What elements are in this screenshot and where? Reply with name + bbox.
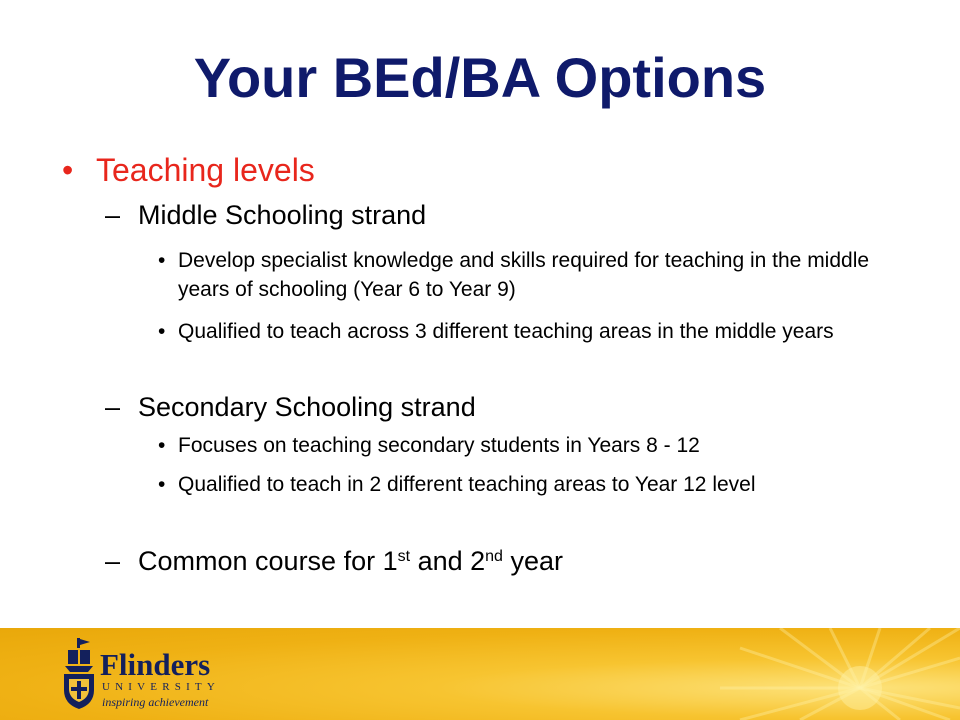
dash-icon: – bbox=[105, 200, 121, 230]
strand-label bbox=[138, 544, 563, 578]
logo-tagline: inspiring achievement bbox=[102, 695, 209, 709]
strand-label: Secondary Schooling strand bbox=[138, 392, 476, 422]
slide-title: Your BEd/BA Options bbox=[193, 46, 767, 109]
list-item-text: Qualified to teach in 2 different teaching areas to Year 12 level bbox=[178, 473, 756, 496]
footer-band bbox=[0, 628, 960, 720]
list-item-text: Focuses on teaching secondary students in Years 8 - 12 bbox=[178, 434, 700, 457]
label-part: Common course for 1 bbox=[138, 546, 398, 576]
flinders-logo[interactable] bbox=[60, 636, 230, 716]
bullet-icon: • bbox=[62, 152, 74, 188]
university-crest-icon bbox=[60, 636, 98, 710]
bullet-icon: • bbox=[158, 434, 166, 457]
label-part: and 2 bbox=[410, 546, 486, 576]
bullet-icon: • bbox=[158, 249, 166, 272]
bullet-icon: • bbox=[158, 320, 166, 343]
superscript-st: st bbox=[397, 548, 411, 565]
logo-name: Flinders bbox=[100, 647, 211, 682]
dash-icon: – bbox=[105, 392, 121, 422]
logo-university: UNIVERSITY bbox=[102, 681, 220, 693]
list-item-text: Qualified to teach across 3 different teaching areas in the middle years bbox=[178, 320, 834, 343]
list-item-text: Develop specialist knowledge and skills required for teaching in the middle years of schooling (Year 6 to Year 9) bbox=[178, 249, 870, 301]
strand-label: Middle Schooling strand bbox=[138, 200, 427, 230]
heading-text: Teaching levels bbox=[96, 152, 315, 188]
superscript-nd: nd bbox=[485, 548, 503, 565]
label-part: year bbox=[502, 546, 563, 576]
dash-icon: – bbox=[105, 546, 121, 576]
bullet-icon: • bbox=[158, 473, 166, 496]
